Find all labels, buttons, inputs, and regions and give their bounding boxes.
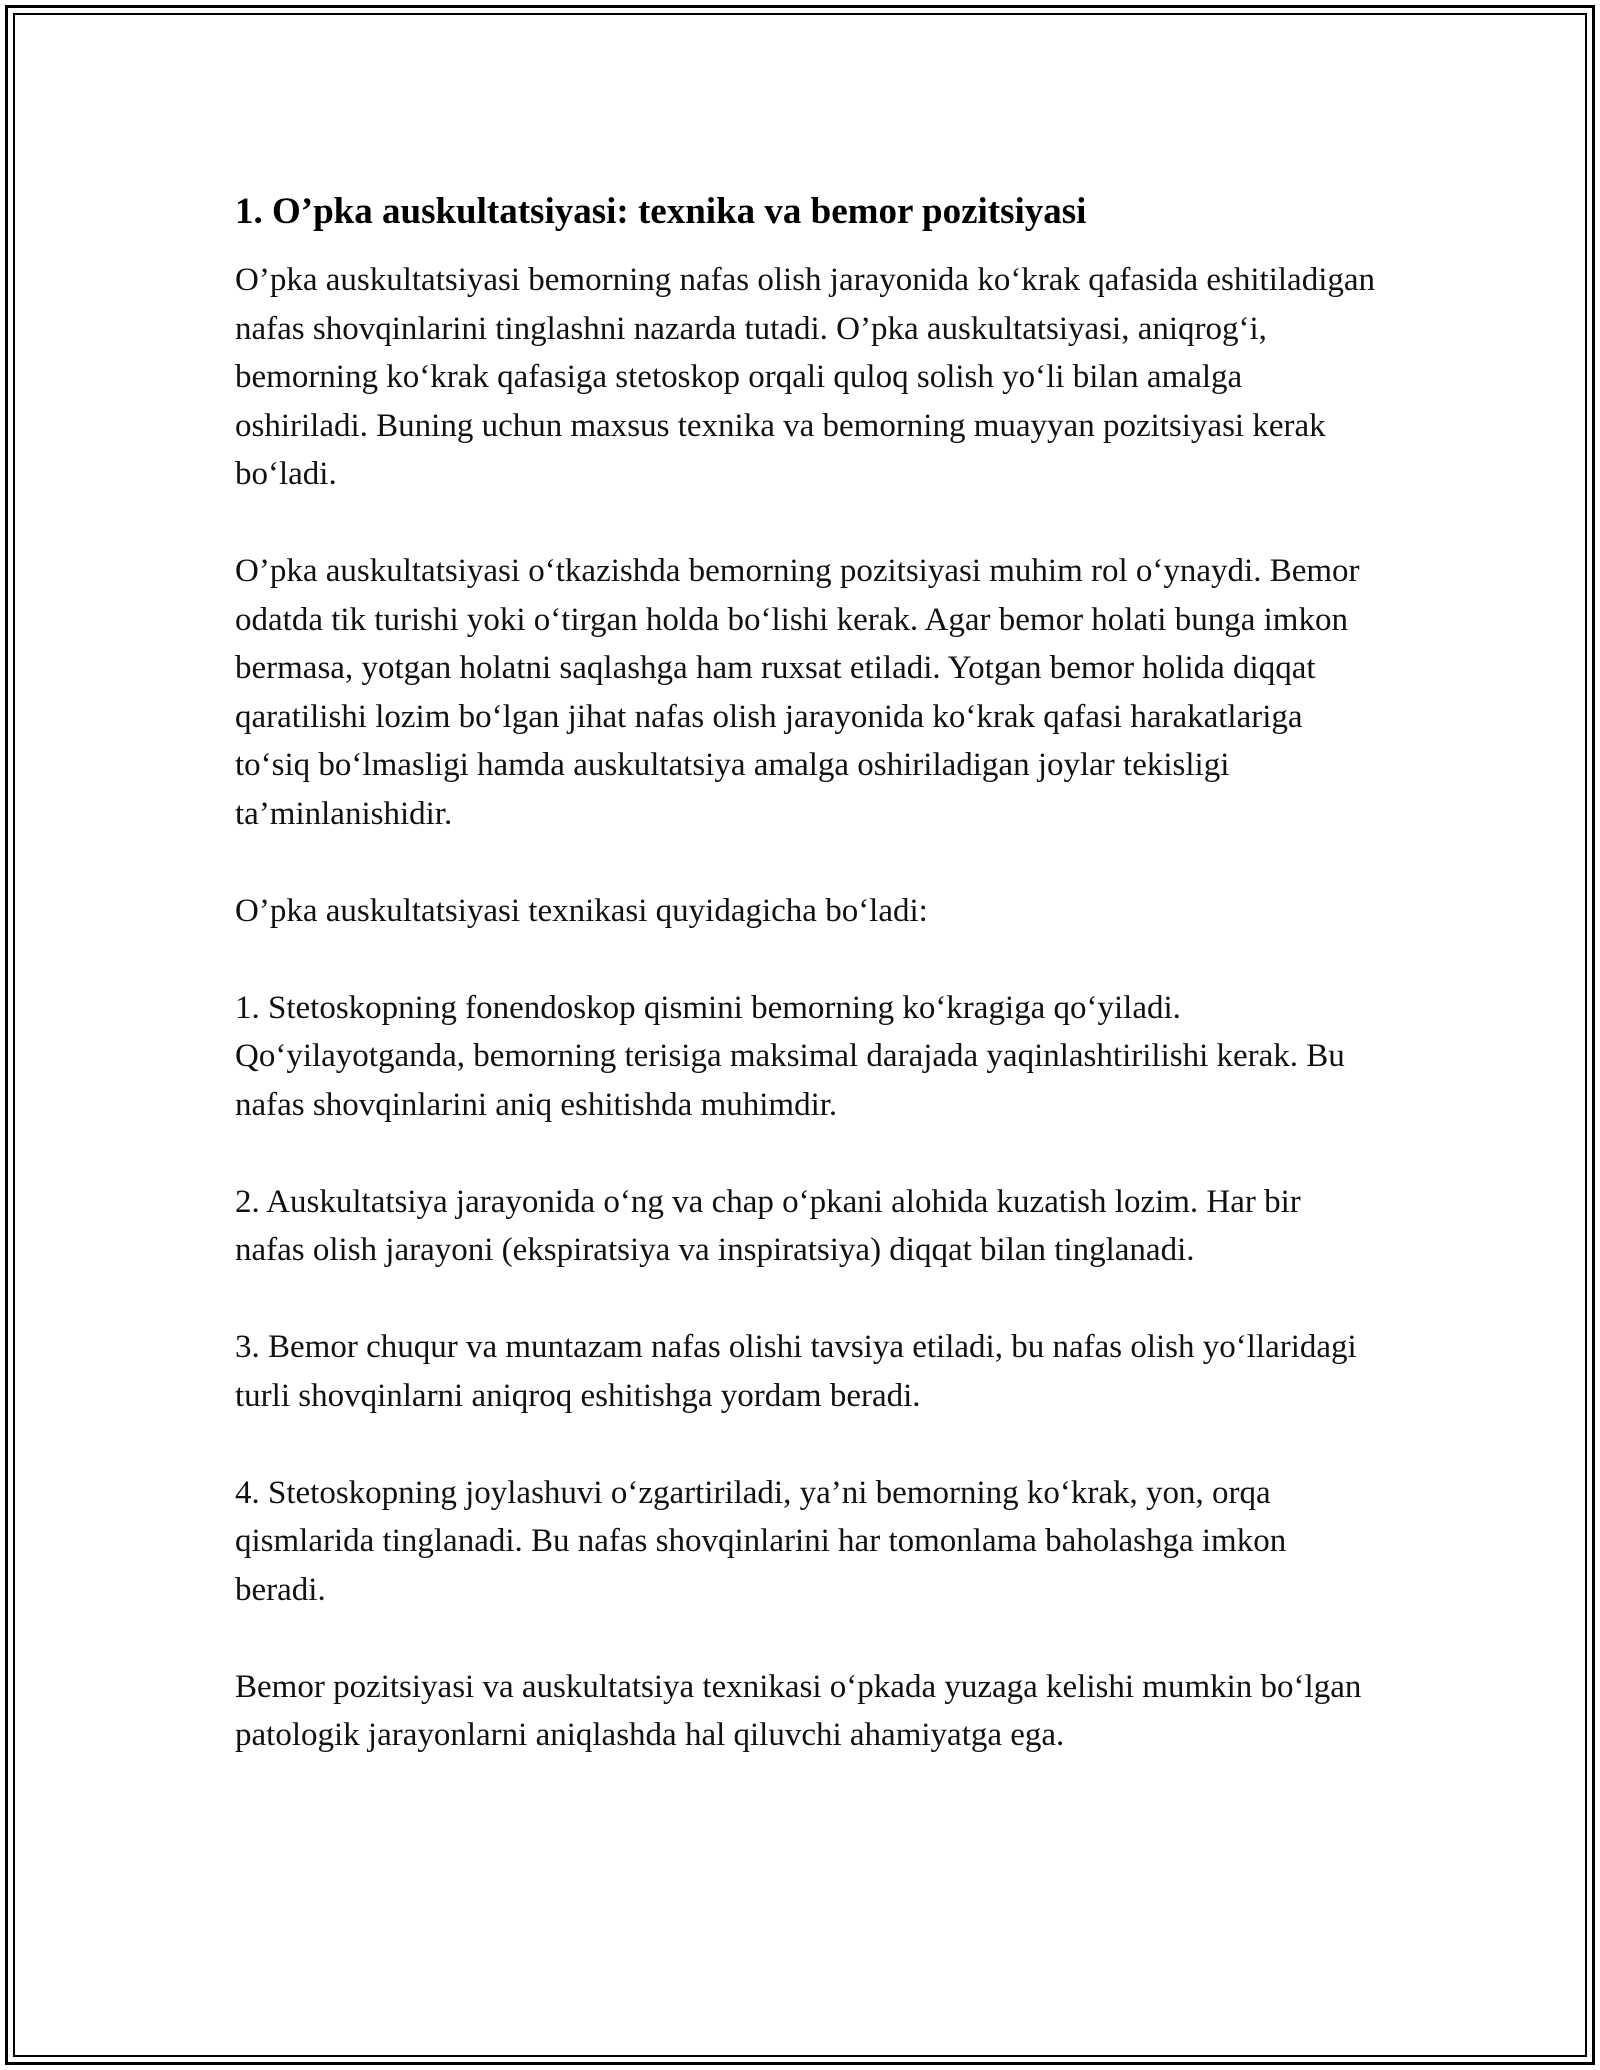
- list-item-step-4: 4. Stetoskopning joylashuvi o‘zgartiriladi, ya’ni bemorning ko‘krak, yon, orqa qismlarida tinglanadi. Bu nafas shovqinlarini har tomonlama baholashga imkon beradi.: [235, 1474, 1287, 1608]
- list-item-step-2: 2. Auskultatsiya jarayonida o‘ng va chap o‘pkani alohida kuzatish lozim. Har bir nafas olish jarayoni (ekspiratsiya va inspiratsiya) diqqat bilan tinglanadi.: [235, 1183, 1301, 1268]
- list-item-step-1: 1. Stetoskopning fonendoskop qismini bemorning ko‘kragiga qo‘yiladi. Qo‘yilayotganda, bemorning terisiga maksimal darajada yaqinlashtirilishi kerak. Bu nafas shovqinlarini aniq eshitishda muhimdir.: [235, 989, 1345, 1123]
- paragraph-technique-intro: O’pka auskultatsiyasi texnikasi quyidagicha bo‘ladi:: [235, 892, 928, 929]
- document-title: 1. O’pka auskultatsiyasi: texnika va bemor pozitsiyasi: [235, 191, 1087, 232]
- paragraph-conclusion: Bemor pozitsiyasi va auskultatsiya texnikasi o‘pkada yuzaga kelishi mumkin bo‘lgan patologik jarayonlarni aniqlashda hal qiluvchi ahamiyatga ega.: [235, 1668, 1362, 1753]
- list-item-step-3: 3. Bemor chuqur va muntazam nafas olishi tavsiya etiladi, bu nafas olish yo‘llaridagi turli shovqinlarni aniqroq eshitishga yordam beradi.: [235, 1329, 1357, 1414]
- paragraph-patient-position: O’pka auskultatsiyasi o‘tkazishda bemorning pozitsiyasi muhim rol o‘ynaydi. Bemor odatda tik turishi yoki o‘tirgan holda bo‘lishi kerak. Agar bemor holati bunga imkon bermasa, yotgan holatni saqlashga ham ruxsat etiladi. Yotgan bemor holida diqqat qaratilishi lozim bo‘lgan jihat nafas olish jarayonida ko‘krak qafasi harakatlariga to‘siq bo‘lmasligi hamda auskultatsiya amalga oshiriladigan joylar tekisligi ta’minlanishidir.: [235, 553, 1360, 832]
- paragraph-intro: O’pka auskultatsiyasi bemorning nafas olish jarayonida ko‘krak qafasida eshitiladigan nafas shovqinlarini tinglashni nazarda tutadi. O’pka auskultatsiyasi, aniqrog‘i, bemorning ko‘krak qafasiga stetoskop orqali quloq solish yo‘li bilan amalga oshiriladi. Buning uchun maxsus texnika va bemorning muayyan pozitsiyasi kerak bo‘ladi.: [235, 262, 1376, 492]
- document-body: [235, 188, 1375, 1808]
